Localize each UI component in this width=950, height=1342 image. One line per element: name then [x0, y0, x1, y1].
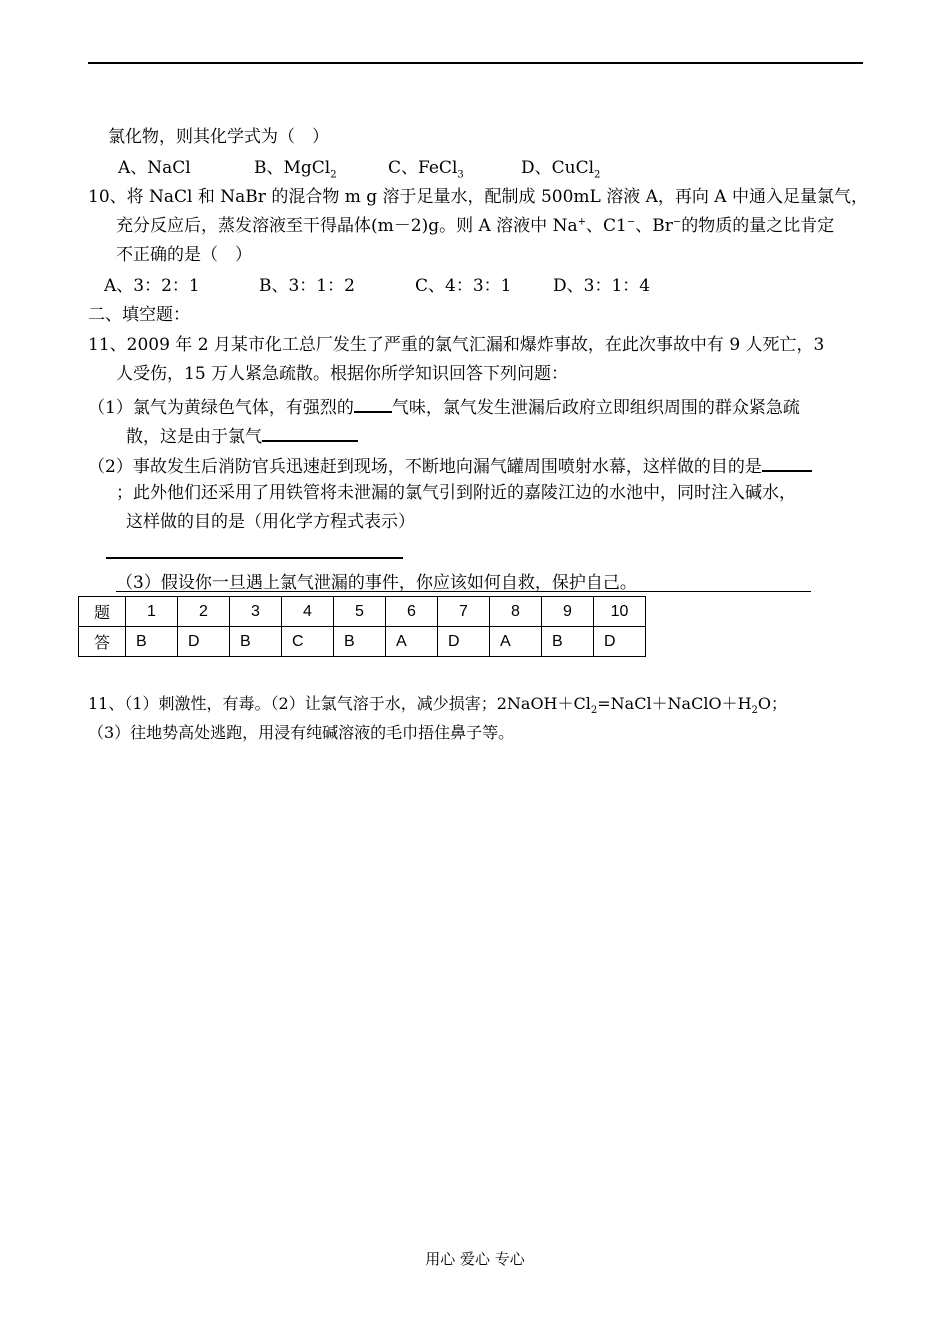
q11-line2: 人受伤，15 万人紧急疏散。根据你所学知识回答下列问题：: [116, 364, 569, 384]
question-number-cell: 7: [438, 597, 490, 627]
part3-underline: [116, 591, 811, 592]
answer-cell: C: [282, 627, 334, 657]
question-number-cell: 9: [542, 597, 594, 627]
q11-part1-line2: 散，这是由于氯气: [126, 422, 358, 448]
q10-line2: 充分反应后，蒸发溶液至干得晶体(m－2)g。则 A 溶液中 Na+、C1−、Br−的物质的量之比肯定: [116, 216, 835, 236]
table-row: [79, 627, 646, 657]
q9-option-a: A、NaCl: [118, 158, 191, 178]
answer-key-table: [78, 596, 646, 657]
page-footer: 用心 爱心 专心: [425, 1250, 525, 1268]
section-2-heading: 二、填空题：: [88, 305, 190, 325]
q9-option-b: B、MgCl$_2$: [254, 158, 337, 181]
q11-part3: （3）假设你一旦遇上氯气泄漏的事件，你应该如何自救，保护自己。: [116, 573, 637, 593]
q10-line3: 不正确的是（ ）: [116, 245, 252, 265]
question-number-cell: 1: [126, 597, 178, 627]
header-rule: [88, 62, 863, 64]
q9-option-c: C、FeCl$_3$: [388, 158, 464, 181]
answer-blank[interactable]: [762, 452, 812, 472]
answer-blank[interactable]: [354, 393, 392, 413]
answer-cell: B: [126, 627, 178, 657]
q10-line1: 10、将 NaCl 和 NaBr 的混合物 m g 溶于足量水，配制成 500mL 溶液 A，再向 A 中通入足量氯气，: [88, 187, 868, 207]
answer-11-line1: 11、（1）刺激性，有毒。（2）让氯气溶于水，减少损害；$2NaOH+Cl_2=NaCl+NaClO+H_2O$；: [88, 694, 788, 717]
question-number-cell: 3: [230, 597, 282, 627]
answer-cell: D: [438, 627, 490, 657]
q10-option-d: D、3：1：4: [553, 276, 651, 296]
q11-part2-line1: （2）事故发生后消防官兵迅速赶到现场，不断地向漏气罐周围喷射水幕，这样做的目的是: [88, 452, 812, 478]
question-number-cell: 5: [334, 597, 386, 627]
answer-cell: D: [178, 627, 230, 657]
question-number-cell: 10: [594, 597, 646, 627]
question-number-cell: 4: [282, 597, 334, 627]
q10-options: [104, 275, 650, 297]
question-number-cell: 8: [490, 597, 542, 627]
answer-cell: B: [542, 627, 594, 657]
answer-line[interactable]: [106, 557, 403, 559]
q9-option-d: D、CuCl$_2$: [521, 158, 601, 181]
q11-part1-line1: （1）氯气为黄绿色气体，有强烈的 气味，氯气发生泄漏后政府立即组织周围的群众紧急疏: [88, 393, 800, 419]
answer-cell: B: [230, 627, 282, 657]
answer-cell: D: [594, 627, 646, 657]
answer-blank[interactable]: [262, 422, 358, 442]
q10-option-a: A、3：2：1: [104, 276, 200, 296]
question-number-cell: 6: [386, 597, 438, 627]
q11-line1: 11、2009 年 2 月某市化工总厂发生了严重的氯气汇漏和爆炸事故，在此次事故中有 9 人死亡，3: [88, 335, 825, 355]
table-row-label: 答: [79, 627, 126, 657]
table-row-label: 题: [79, 597, 126, 627]
answer-cell: A: [386, 627, 438, 657]
answer-cell: B: [334, 627, 386, 657]
q11-part2-line3: 这样做的目的是（用化学方程式表示）: [126, 512, 415, 532]
question-number-cell: 2: [178, 597, 230, 627]
answer-11-line2: （3）往地势高处逃跑，用浸有纯碱溶液的毛巾捂住鼻子等。: [88, 723, 515, 742]
q11-part2-line2: ；此外他们还采用了用铁管将未泄漏的氯气引到附近的嘉陵江边的水池中，同时注入碱水，: [116, 483, 796, 503]
answer-cell: A: [490, 627, 542, 657]
q9-options: [118, 157, 600, 179]
q10-option-c: C、4：3：1: [415, 276, 512, 296]
q9-continuation: 氯化物，则其化学式为（ ）: [108, 127, 329, 147]
q10-option-b: B、3：1：2: [259, 276, 355, 296]
table-row: [79, 597, 646, 627]
